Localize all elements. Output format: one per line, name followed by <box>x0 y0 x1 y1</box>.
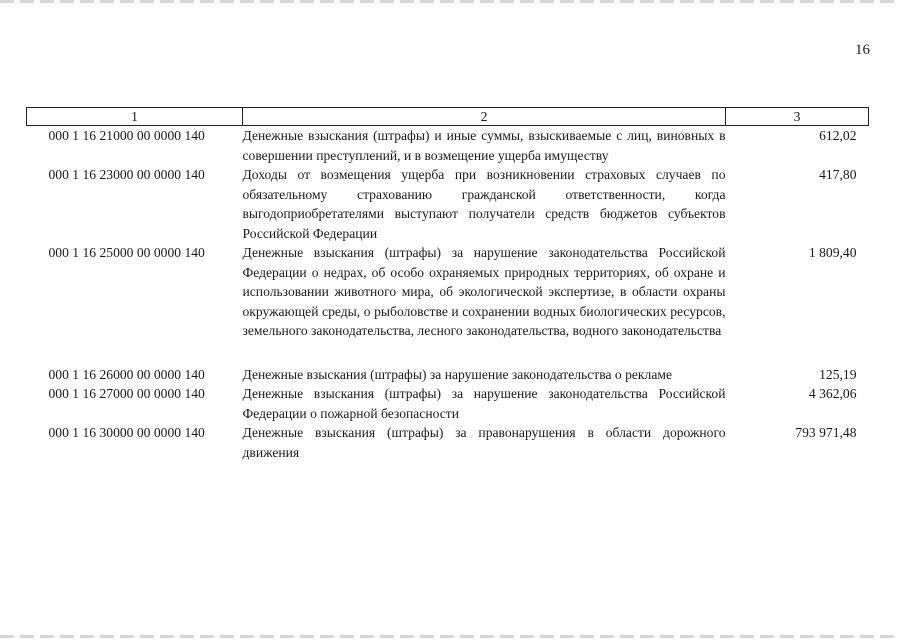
table-header-row <box>27 108 869 126</box>
revenue-description: Денежные взыскания (штрафы) за нарушение законодательства Российской Федерации о пожарной безопасности <box>242 386 726 421</box>
revenue-code: 000 1 16 25000 00 0000 140 <box>48 245 205 260</box>
revenue-description: Денежные взыскания (штрафы) за нарушение законодательства о рекламе <box>242 366 672 382</box>
revenue-description: Денежные взыскания (штрафы) и иные суммы, взыскиваемые с лиц, виновных в совершении преступлений, и в возмещение ущерба имуществу <box>242 128 726 163</box>
column-header-code: 1 <box>27 108 243 126</box>
page-number: 16 <box>855 42 870 58</box>
table-row <box>27 243 869 341</box>
scan-top-edge <box>0 0 898 3</box>
revenue-description: Доходы от возмещения ущерба при возникновении страховых случаев по обязательному страхованию гражданской ответственности, когда выгодоприобретателями выступают получатели средств бюджетов субъектов Российской Федерации <box>242 167 726 241</box>
revenue-code: 000 1 16 21000 00 0000 140 <box>48 128 205 143</box>
revenue-code: 000 1 16 26000 00 0000 140 <box>48 366 205 382</box>
revenue-amount: 612,02 <box>819 128 857 143</box>
revenue-amount: 125,19 <box>819 366 857 382</box>
table-row <box>27 384 869 423</box>
table-row <box>27 126 869 166</box>
revenue-code: 000 1 16 27000 00 0000 140 <box>48 386 205 401</box>
row-spacer <box>27 341 869 365</box>
revenue-description: Денежные взыскания (штрафы) за нарушение законодательства Российской Федерации о недрах, об особо охраняемых природных территориях, об охране и использовании животного мира, об экологической экспертизе, в области охраны окружающей среды, о рыболовстве и сохранении водных биологических ресурсов, земельного законодательства, лесного законодательства, водного законодательства <box>242 245 726 338</box>
table-row <box>27 165 869 243</box>
revenue-amount: 1 809,40 <box>808 245 857 260</box>
revenue-code: 000 1 16 30000 00 0000 140 <box>48 425 205 440</box>
revenue-description: Денежные взыскания (штрафы) за правонарушения в области дорожного движения <box>242 425 726 460</box>
scan-bottom-edge <box>0 635 898 638</box>
table-row <box>27 423 869 462</box>
column-header-amount: 3 <box>726 108 869 126</box>
table-row <box>27 365 869 385</box>
column-header-description: 2 <box>243 108 726 126</box>
revenue-table <box>26 107 869 462</box>
revenue-amount: 4 362,06 <box>808 386 857 401</box>
revenue-amount: 793 971,48 <box>795 425 857 440</box>
revenue-code: 000 1 16 23000 00 0000 140 <box>48 167 205 182</box>
revenue-amount: 417,80 <box>819 167 857 182</box>
